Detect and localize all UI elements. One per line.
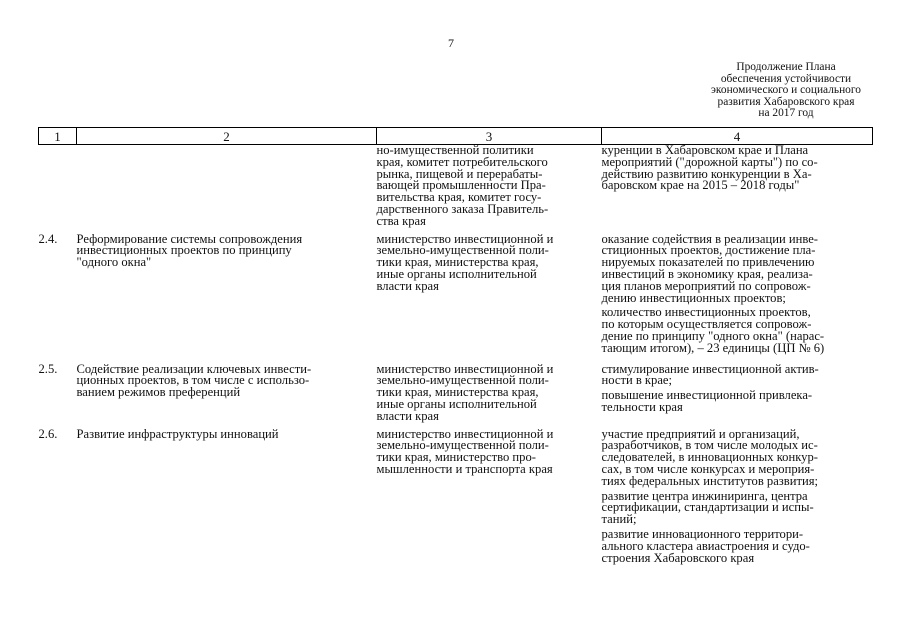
activity-cell [76, 426, 377, 568]
result-paragraph [601, 488, 873, 527]
executor-line: мышленности и транспорта края [376, 461, 553, 476]
executor-cell [376, 231, 602, 364]
executor-line: вительства края, комитет госу- [376, 190, 542, 205]
table-row [39, 364, 873, 429]
result-line: дение по принципу "одного окна" (нарас- [601, 328, 825, 343]
activity-cell [77, 145, 377, 234]
table-header-row [39, 128, 873, 145]
executor-line: вающей промышленности Пра- [376, 178, 546, 193]
row-number: 2.4. [38, 231, 58, 246]
plan-table-body [39, 145, 873, 568]
executor-line: министерство инвестиционной и [376, 426, 554, 441]
column-header-1: 1 [39, 128, 77, 145]
continuation-header [690, 62, 882, 120]
column-header-3: 3 [377, 128, 602, 145]
result-line: по которым осуществляется сопровож- [601, 317, 812, 332]
executor-line: министерство инвестиционной и [376, 361, 554, 376]
result-paragraph [602, 390, 873, 414]
activity-cell [76, 231, 377, 364]
result-line: куренции в Хабаровском крае и Плана [601, 143, 809, 157]
continuation-line: обеспечения устойчивости [720, 72, 852, 85]
result-line: ности в крае; [601, 373, 673, 388]
table-row [39, 429, 873, 568]
result-line: стиционных проектов, достижение пла- [601, 243, 816, 258]
row-number [39, 145, 77, 234]
result-line: разработчиков, в том числе молодых ис- [601, 438, 818, 453]
executor-line: власти края [376, 408, 439, 423]
result-line: следователей, в инновационных конкур- [601, 450, 818, 465]
executor-line: власти края [376, 278, 439, 293]
executor-cell [376, 426, 602, 568]
executor-line: земельно-имущественной поли- [376, 438, 549, 453]
continuation-line: экономического и социального [711, 84, 861, 97]
results-cell [601, 361, 873, 429]
executor-line: края, комитет потребительского [376, 154, 548, 169]
executor-line: земельно-имущественной поли- [376, 373, 549, 388]
result-line: мероприятий ("дорожной карты") по со- [601, 154, 818, 169]
result-line: действию развитию конкуренции в Ха- [601, 166, 812, 181]
result-line: стимулирование инвестиционной актив- [601, 361, 819, 376]
continuation-line: развития Хабаровского края [717, 95, 855, 108]
executor-line: дарственного заказа Правитель- [376, 201, 549, 216]
plan-table [38, 127, 873, 567]
result-line: ального кластера авиастроения и судо- [601, 538, 810, 553]
activity-line: инвестиционных проектов по принципу [76, 243, 292, 258]
table-row [39, 234, 873, 364]
result-line: тельности края [601, 399, 683, 414]
executor-line: министерство инвестиционной и [376, 231, 554, 246]
results-cell [602, 145, 873, 234]
executor-cell [377, 145, 602, 234]
result-paragraph [601, 231, 873, 305]
activity-line: ционных проектов, в том числе с использо- [76, 373, 310, 388]
executor-cell [376, 361, 602, 429]
table-row [39, 145, 873, 234]
result-line: таний; [601, 512, 637, 527]
activity-line: Развитие инфраструктуры инноваций [76, 426, 279, 441]
activity-cell [76, 361, 377, 429]
column-header-4: 4 [602, 128, 873, 145]
result-line: развитие инновационного территори- [601, 526, 804, 541]
executor-line: иные органы исполнительной [376, 266, 537, 281]
result-line: ция планов мероприятий по сопровож- [601, 278, 811, 293]
result-paragraph [602, 307, 873, 354]
results-cell [601, 231, 873, 364]
activity-line: ванием режимов преференций [76, 385, 241, 400]
result-line: тиях федеральных институтов развития; [601, 473, 818, 488]
result-line: сах, в том числе конкурсах и мероприя- [601, 461, 815, 476]
continuation-line: на 2017 год [758, 107, 814, 120]
executor-line: тики края, министерства края, [376, 255, 539, 270]
executor-line: тики края, министерства края, [376, 385, 539, 400]
executor-line: ства края [376, 213, 426, 228]
result-line: дению инвестиционных проектов; [601, 290, 786, 305]
result-paragraph [601, 361, 873, 388]
column-header-2: 2 [77, 128, 377, 145]
result-line: нируемых показателей по привлечению [601, 255, 815, 270]
row-number: 2.5. [38, 361, 58, 376]
result-line: сертификации, стандартизации и испы- [601, 500, 814, 515]
activity-line: "одного окна" [76, 255, 152, 270]
result-paragraph [601, 526, 873, 565]
activity-line: Содействие реализации ключевых инвести- [76, 361, 312, 376]
result-line: оказание содействия в реализации инве- [601, 231, 819, 246]
executor-line: но-имущественной политики [376, 143, 534, 157]
result-paragraph [602, 145, 873, 192]
executor-line: тики края, министерство про- [376, 450, 536, 465]
result-line: повышение инвестиционной привлека- [601, 388, 813, 403]
result-line: строения Хабаровского края [601, 550, 755, 565]
executor-line: земельно-имущественной поли- [376, 243, 549, 258]
result-line: количество инвестиционных проектов, [601, 305, 811, 320]
result-line: развитие центра инжиниринга, центра [601, 488, 808, 503]
result-line: баровском крае на 2015 – 2018 годы" [601, 178, 800, 193]
result-line: тающим итогом), – 23 единицы (ЦП № 6) [601, 340, 825, 355]
activity-line: Реформирование системы сопровождения [76, 231, 303, 246]
result-line: участие предприятий и организаций, [601, 426, 800, 441]
result-paragraph [601, 426, 873, 488]
executor-line: иные органы исполнительной [376, 396, 537, 411]
page-number: 7 [448, 36, 454, 50]
results-cell [601, 426, 873, 568]
continuation-line: Продолжение Плана [736, 61, 836, 73]
row-number: 2.6. [38, 426, 58, 441]
executor-line: рынка, пищевой и перерабаты- [376, 166, 543, 181]
result-line: инвестиций в экономику края, реализа- [601, 266, 813, 281]
